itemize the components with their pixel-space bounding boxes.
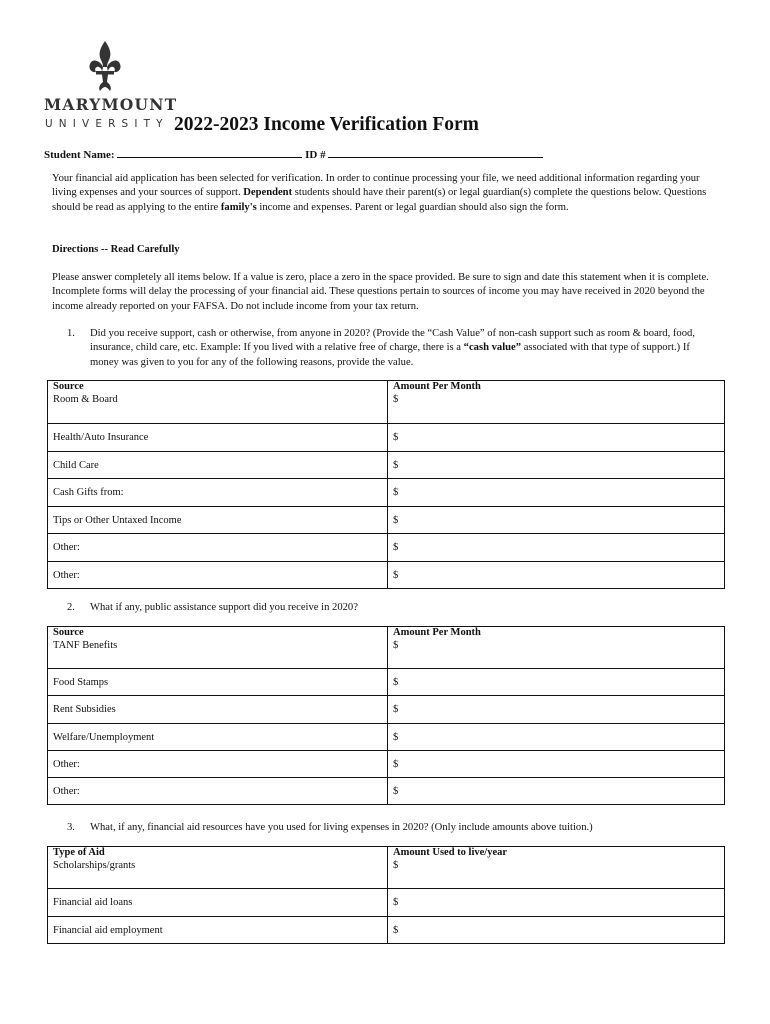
question-number: 3. (67, 822, 75, 833)
amount-field[interactable]: $ (388, 669, 725, 696)
amount-field[interactable]: $ (388, 534, 725, 562)
student-id-label: ID # (305, 149, 326, 161)
instructions-paragraph: Please answer completely all items below. If a value is zero, place a zero in the space provided. Be sure to sign and date this statement when it is complete. Incomplete forms will delay the processing of your financial aid. These questions pertain to sources of income you may have received in 2020 beyond the income already reported on your FAFSA. Do not include income from your tax return. (52, 272, 709, 312)
row-label: Room & Board (53, 394, 118, 405)
table-cell-amount[interactable] (388, 627, 725, 669)
row-label: Other: (48, 778, 388, 805)
row-label: Food Stamps (48, 669, 388, 696)
amount-field[interactable]: $ (388, 451, 725, 479)
column-header-source: Source (53, 627, 84, 638)
row-label: TANF Benefits (53, 640, 118, 651)
row-label: Other: (48, 750, 388, 777)
student-id-field[interactable] (328, 147, 543, 158)
amount-field[interactable]: $ (388, 506, 725, 534)
table-row (48, 669, 725, 696)
column-header-source: Source (53, 381, 84, 392)
directions-heading: Directions -- Read Carefully (52, 244, 180, 255)
row-label: Other: (48, 534, 388, 562)
row-label: Rent Subsidies (48, 696, 388, 723)
amount-field[interactable]: $ (388, 424, 725, 452)
table-row (48, 534, 725, 562)
table-row (48, 479, 725, 507)
intro-text-1: Your financial aid application has been selected for verification. In order to continue processing your file, we need additional information regarding your living expenses and your sources of support. (52, 173, 700, 199)
table-row (48, 451, 725, 479)
question-number: 1. (67, 328, 75, 339)
cash-value-emphasis: “cash value” (463, 342, 522, 354)
page-title: 2022-2023 Income Verification Form (174, 114, 479, 135)
table-row (48, 723, 725, 750)
table-row (48, 561, 725, 589)
question-3 (67, 821, 712, 835)
question-text-part: associated with that type of support.) If money was given to you for any of the following reasons, provide the value. (90, 342, 690, 368)
row-label: Welfare/Unemployment (48, 723, 388, 750)
row-label: Financial aid employment (48, 916, 388, 944)
column-header-amount: Amount Used to live/year (393, 847, 508, 858)
amount-field[interactable]: $ (388, 696, 725, 723)
financial-aid-table (47, 846, 725, 944)
column-header-amount: Amount Per Month (393, 627, 481, 638)
table-cell-source[interactable] (48, 381, 388, 424)
table-cell-source[interactable] (48, 627, 388, 669)
column-header-amount: Amount Per Month (393, 381, 481, 392)
student-name-field[interactable] (117, 147, 302, 158)
table-cell-type[interactable] (48, 847, 388, 889)
amount-field: $ (393, 640, 399, 651)
row-label: Child Care (48, 451, 388, 479)
amount-field[interactable]: $ (388, 778, 725, 805)
student-info-line (44, 147, 543, 163)
table-cell-amount[interactable] (388, 847, 725, 889)
fleur-de-lis-icon (88, 40, 122, 92)
amount-field[interactable]: $ (388, 889, 725, 917)
table-row (48, 889, 725, 917)
public-assistance-table (47, 626, 725, 805)
row-label: Financial aid loans (48, 889, 388, 917)
amount-field: $ (393, 394, 399, 405)
question-number: 2. (67, 602, 75, 613)
table-row (48, 381, 725, 424)
table-cell-amount[interactable] (388, 381, 725, 424)
brand-name: MARYMOUNT (44, 95, 178, 114)
intro-family-emphasis: family's (220, 201, 257, 213)
amount-field[interactable]: $ (388, 479, 725, 507)
table-row (48, 424, 725, 452)
amount-field[interactable]: $ (388, 561, 725, 589)
question-1 (67, 327, 712, 370)
row-label: Cash Gifts from: (48, 479, 388, 507)
amount-field[interactable]: $ (388, 750, 725, 777)
amount-field[interactable]: $ (388, 723, 725, 750)
row-label: Tips or Other Untaxed Income (48, 506, 388, 534)
support-table (47, 380, 725, 589)
intro-text-3: income and expenses. Parent or legal guardian should also sign the form. (256, 201, 569, 213)
amount-field: $ (393, 860, 399, 871)
table-row (48, 916, 725, 944)
table-row (48, 847, 725, 889)
table-row (48, 506, 725, 534)
row-label: Other: (48, 561, 388, 589)
table-row (48, 627, 725, 669)
intro-dependent-emphasis: Dependent (243, 187, 293, 199)
row-label: Scholarships/grants (53, 860, 136, 871)
table-row (48, 696, 725, 723)
student-name-label: Student Name: (44, 149, 115, 161)
column-header-type: Type of Aid (53, 847, 105, 858)
table-row (48, 778, 725, 805)
intro-paragraph (52, 172, 712, 215)
question-2 (67, 601, 712, 615)
amount-field[interactable]: $ (388, 916, 725, 944)
table-row (48, 750, 725, 777)
question-text (90, 327, 712, 370)
brand-subtitle: UNIVERSITY (45, 118, 169, 130)
question-text: What, if any, financial aid resources have you used for living expenses in 2020? (Only include amounts above tuition.) (90, 822, 593, 833)
question-text-part: Did you receive support, cash or otherwise, from anyone in 2020? (Provide the “Cash Value” of non-cash support such as room & board, food, insurance, child care, etc. Example: If you lived with a relative free of charge, there is a (90, 328, 695, 354)
question-text: What if any, public assistance support did you receive in 2020? (90, 602, 358, 613)
intro-text-2: students should have their parent(s) or legal guardian(s) complete the questions below. Questions should be read as applying to the entire (52, 187, 707, 213)
row-label: Health/Auto Insurance (48, 424, 388, 452)
